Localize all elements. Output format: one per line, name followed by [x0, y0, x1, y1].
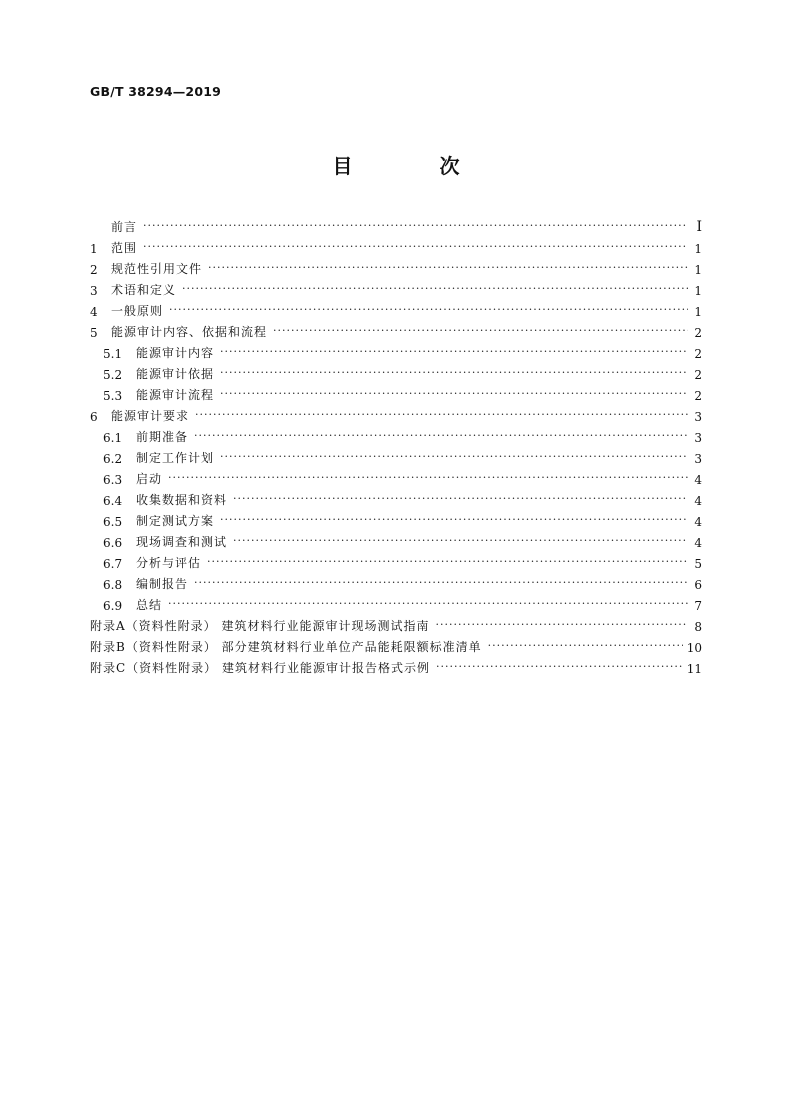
toc-entry[interactable]	[90, 319, 702, 340]
toc-entry-label: 总结	[136, 598, 163, 612]
toc-entry[interactable]	[90, 613, 702, 634]
toc-leader-dots	[220, 346, 688, 358]
toc-entry[interactable]	[90, 214, 702, 235]
toc-entry-label: 附录A（资料性附录） 建筑材料行业能源审计现场测试指南	[90, 619, 430, 633]
toc-entry-number: 3	[90, 284, 98, 298]
toc-leader-dots	[194, 577, 688, 589]
toc-leader-dots	[143, 241, 688, 253]
toc-leader-dots	[195, 409, 688, 421]
toc-entry-number: 5.1	[103, 347, 123, 361]
toc-entry-page: 3	[694, 452, 702, 466]
toc-leader-dots	[233, 493, 688, 505]
toc-entry-page: 1	[694, 263, 702, 277]
toc-entry[interactable]	[90, 655, 702, 676]
toc-entry[interactable]	[90, 592, 702, 613]
toc-entry[interactable]	[90, 403, 702, 424]
table-of-contents	[90, 214, 702, 676]
toc-entry-label: 制定测试方案	[136, 514, 215, 528]
toc-entry-number: 2	[90, 263, 98, 277]
toc-entry[interactable]	[90, 550, 702, 571]
toc-entry-label: 能源审计内容、依据和流程	[111, 325, 268, 339]
toc-entry-label: 制定工作计划	[136, 451, 215, 465]
toc-entry-number: 5.3	[103, 389, 123, 403]
toc-entry-page: 2	[694, 389, 702, 403]
toc-entry-page: 4	[694, 515, 702, 529]
toc-entry[interactable]	[90, 529, 702, 550]
toc-leader-dots	[220, 514, 688, 526]
toc-leader-dots	[488, 640, 683, 652]
toc-entry-label: 编制报告	[136, 577, 189, 591]
toc-entry-page: 11	[686, 662, 702, 676]
toc-entry-page: 1	[694, 284, 702, 298]
toc-leader-dots	[273, 325, 688, 337]
toc-entry-number: 6.9	[103, 599, 123, 613]
toc-entry-page: 1	[694, 305, 702, 319]
toc-entry[interactable]	[90, 340, 702, 361]
toc-entry-page: 2	[694, 368, 702, 382]
toc-entry[interactable]	[90, 487, 702, 508]
toc-entry[interactable]	[90, 508, 702, 529]
toc-entry[interactable]	[90, 298, 702, 319]
toc-leader-dots	[220, 367, 688, 379]
toc-entry-number: 5	[90, 326, 98, 340]
toc-entry-label: 附录B（资料性附录） 部分建筑材料行业单位产品能耗限额标准清单	[90, 640, 482, 654]
toc-entry[interactable]	[90, 235, 702, 256]
toc-entry-label: 前期准备	[136, 430, 189, 444]
toc-leader-dots	[194, 430, 688, 442]
toc-leader-dots	[220, 451, 688, 463]
toc-entry-label: 能源审计内容	[136, 346, 215, 360]
toc-entry-label: 能源审计流程	[136, 388, 215, 402]
toc-entry[interactable]	[90, 466, 702, 487]
toc-entry-number: 6.6	[103, 536, 123, 550]
toc-leader-dots	[435, 619, 688, 631]
toc-entry-page: 4	[694, 473, 702, 487]
toc-entry-page: 8	[694, 620, 702, 634]
toc-entry-label: 前言	[111, 220, 138, 234]
toc-entry[interactable]	[90, 277, 702, 298]
toc-entry-label: 现场调查和测试	[136, 535, 228, 549]
toc-entry-number: 6	[90, 410, 98, 424]
toc-entry-label: 范围	[111, 241, 138, 255]
toc-entry[interactable]	[90, 571, 702, 592]
toc-entry-label: 收集数据和资料	[136, 493, 228, 507]
toc-entry-label: 规范性引用文件	[111, 262, 203, 276]
toc-entry-page: 10	[686, 641, 702, 655]
toc-leader-dots	[143, 220, 688, 232]
toc-leader-dots	[168, 598, 688, 610]
toc-leader-dots	[169, 304, 688, 316]
toc-entry-page: 6	[694, 578, 702, 592]
toc-entry-number: 6.5	[103, 515, 123, 529]
toc-entry-number: 6.2	[103, 452, 123, 466]
toc-leader-dots	[207, 556, 688, 568]
toc-entry-label: 一般原则	[111, 304, 164, 318]
toc-entry-page: 4	[694, 536, 702, 550]
toc-entry-page: 2	[694, 347, 702, 361]
page-title: 目 次	[332, 154, 500, 178]
toc-entry-page: 7	[694, 599, 702, 613]
toc-entry-page: 1	[694, 242, 702, 256]
toc-entry-number: 1	[90, 242, 98, 256]
toc-entry-number: 6.8	[103, 578, 123, 592]
toc-entry[interactable]	[90, 256, 702, 277]
toc-entry-label: 能源审计依据	[136, 367, 215, 381]
toc-entry-label: 术语和定义	[111, 283, 177, 297]
toc-entry-number: 6.7	[103, 557, 123, 571]
toc-entry[interactable]	[90, 424, 702, 445]
toc-entry[interactable]	[90, 382, 702, 403]
toc-entry-page: 5	[694, 557, 702, 571]
toc-leader-dots	[220, 388, 688, 400]
toc-entry-page: 3	[694, 410, 702, 424]
toc-entry-label: 能源审计要求	[111, 409, 190, 423]
toc-entry-number: 6.1	[103, 431, 123, 445]
toc-entry-page: 4	[694, 494, 702, 508]
toc-leader-dots	[436, 661, 683, 673]
toc-leader-dots	[233, 535, 688, 547]
toc-entry-page: 3	[694, 431, 702, 445]
toc-entry-page: Ⅰ	[696, 219, 702, 235]
toc-entry-label: 分析与评估	[136, 556, 202, 570]
toc-leader-dots	[168, 472, 688, 484]
toc-leader-dots	[208, 262, 688, 274]
toc-entry-number: 6.4	[103, 494, 123, 508]
toc-entry-number: 4	[90, 305, 98, 319]
standard-code: GB/T 38294—2019	[90, 84, 222, 99]
toc-entry[interactable]	[90, 445, 702, 466]
toc-entry-number: 6.3	[103, 473, 123, 487]
toc-entry[interactable]	[90, 634, 702, 655]
toc-entry-label: 附录C（资料性附录） 建筑材料行业能源审计报告格式示例	[90, 661, 430, 675]
toc-entry-number: 5.2	[103, 368, 123, 382]
toc-entry-page: 2	[694, 326, 702, 340]
toc-entry[interactable]	[90, 361, 702, 382]
toc-entry-label: 启动	[136, 472, 163, 486]
toc-leader-dots	[182, 283, 688, 295]
